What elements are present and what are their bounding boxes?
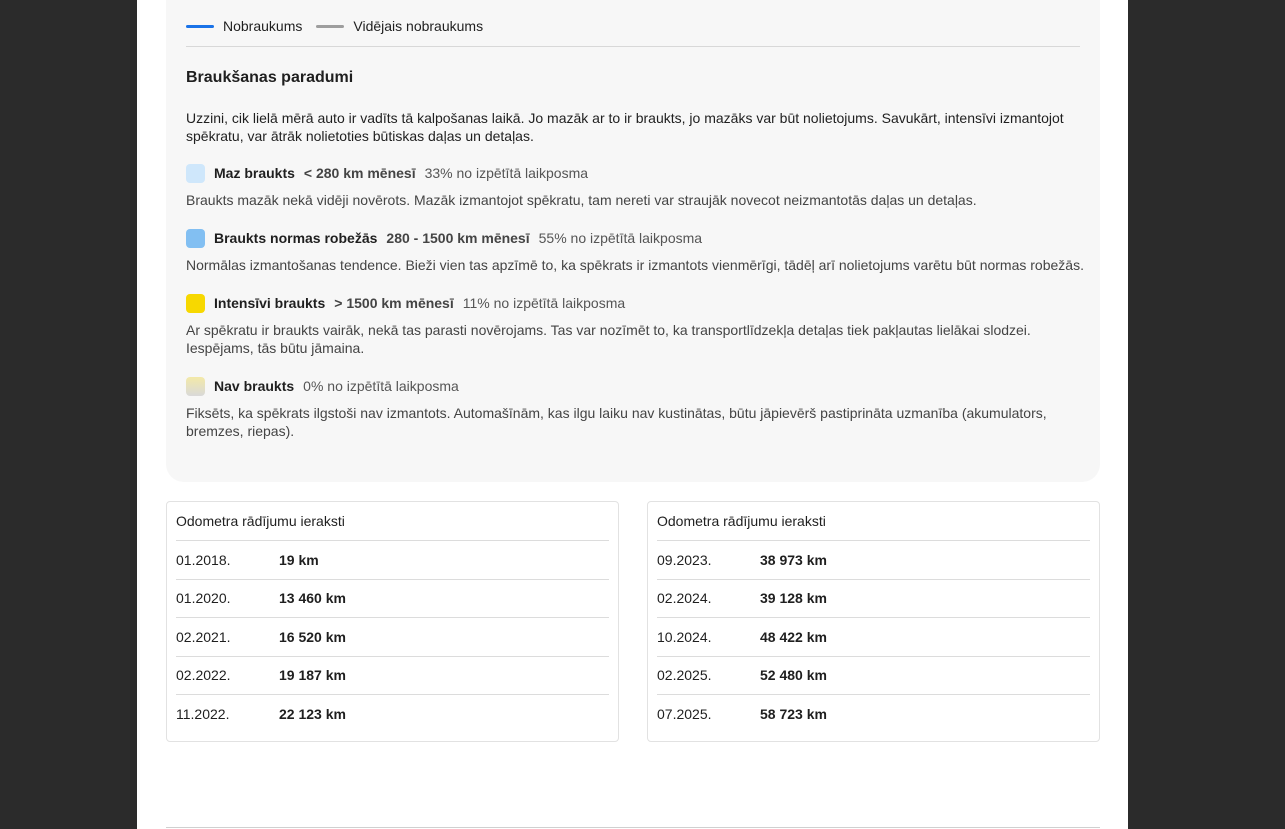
habit-share: 0% no izpētītā laikposma [303, 378, 459, 394]
table-row [176, 618, 609, 657]
record-km: 48 422 km [760, 628, 827, 645]
report-page [137, 0, 1128, 829]
habit-share: 55% no izpētītā laikposma [538, 230, 703, 246]
record-km: 52 480 km [760, 667, 827, 684]
table-row [657, 618, 1090, 657]
low-usage-swatch-icon [186, 164, 205, 183]
habit-not-used [186, 376, 1080, 440]
habit-description: Braukts mazāk nekā vidēji novērots. Mazāk izmantojot spēkratu, tam nereti var straujāk novecot neizmantotās daļas un detaļas. [186, 192, 977, 208]
legend-label: Vidējais nobraukums [353, 18, 484, 34]
habit-intensive-usage [186, 293, 1080, 357]
habit-range: > 1500 km mēnesī [334, 295, 454, 311]
record-date: 01.2018. [176, 551, 231, 568]
record-date: 11.2022. [176, 706, 230, 723]
driving-habits-card [166, 0, 1100, 482]
habit-description: Normālas izmantošanas tendence. Bieži vien tas apzīmē to, ka spēkrats ir izmantots vienmērīgi, tādēļ arī nolietojums varētu būt normas robežās. [186, 257, 1084, 273]
record-date: 09.2023. [657, 551, 712, 568]
table-row [176, 695, 609, 734]
table-row [657, 695, 1090, 734]
table-row [176, 657, 609, 696]
intensive-usage-swatch-icon [186, 294, 205, 313]
habit-range: 280 - 1500 km mēnesī [386, 230, 530, 246]
habit-normal-usage [186, 228, 1084, 274]
habit-share: 33% no izpētītā laikposma [424, 165, 589, 181]
record-date: 01.2020. [176, 590, 231, 607]
record-km: 38 973 km [760, 551, 827, 568]
record-km: 16 520 km [279, 628, 346, 645]
legend-item-mileage [186, 18, 302, 34]
section-divider [166, 827, 1100, 828]
table-row [176, 541, 609, 580]
record-date: 02.2025. [657, 667, 712, 684]
record-km: 22 123 km [279, 706, 346, 723]
record-km: 39 128 km [760, 590, 827, 607]
chart-legend [186, 0, 1080, 47]
record-date: 07.2025. [657, 706, 712, 723]
record-km: 19 187 km [279, 667, 346, 684]
legend-item-average-mileage [316, 18, 483, 34]
legend-label: Nobraukums [223, 18, 303, 34]
odometer-records-table-right [647, 501, 1100, 742]
habit-range: < 280 km mēnesī [303, 165, 416, 181]
record-date: 02.2021. [176, 628, 231, 645]
not-used-swatch-icon [186, 377, 205, 396]
record-date: 02.2024. [657, 590, 712, 607]
section-intro: Uzzini, cik lielā mērā auto ir vadīts tā kalpošanas laikā. Jo mazāk ar to ir braukts, jo mazāks var būt nolietojums. Savukārt, intensīvi izmantojot spēkratu, var ātrāk nolietoties būtiskas daļas un detaļas. [186, 110, 1064, 144]
table-row [657, 580, 1090, 619]
normal-usage-swatch-icon [186, 229, 205, 248]
habit-description: Ar spēkratu ir braukts vairāk, nekā tas parasti novērojams. Tas var nozīmēt to, ka transportlīdzekļa detaļas tiek pakļautas lielākai slodzei. Iespējams, tās būtu jāmaina. [186, 322, 1031, 356]
habit-name: Intensīvi braukts [214, 295, 326, 311]
odometer-records-table-left [166, 501, 619, 742]
habit-name: Braukts normas robežās [214, 230, 378, 246]
table-row [657, 657, 1090, 696]
average-line-icon [316, 25, 344, 28]
habit-share: 11% no izpētītā laikposma [462, 295, 626, 311]
mileage-line-icon [186, 25, 214, 28]
record-km: 58 723 km [760, 706, 827, 723]
table-row [176, 580, 609, 619]
record-date: 10.2024. [657, 628, 712, 645]
record-km: 19 km [279, 551, 319, 568]
table-row [657, 541, 1090, 580]
table-title: Odometra rādījumu ieraksti [176, 502, 609, 541]
record-date: 02.2022. [176, 667, 231, 684]
habit-name: Maz braukts [214, 165, 295, 181]
record-km: 13 460 km [279, 590, 346, 607]
table-title: Odometra rādījumu ieraksti [657, 502, 1090, 541]
habit-low-usage [186, 163, 1080, 209]
habit-description: Fiksēts, ka spēkrats ilgstoši nav izmantots. Automašīnām, kas ilgu laiku nav kustinātas, būtu jāpievērš pastiprināta uzmanība (akumulators, bremzes, riepas). [186, 405, 1047, 439]
habit-name: Nav braukts [214, 378, 295, 394]
section-title: Braukšanas paradumi [186, 69, 354, 86]
